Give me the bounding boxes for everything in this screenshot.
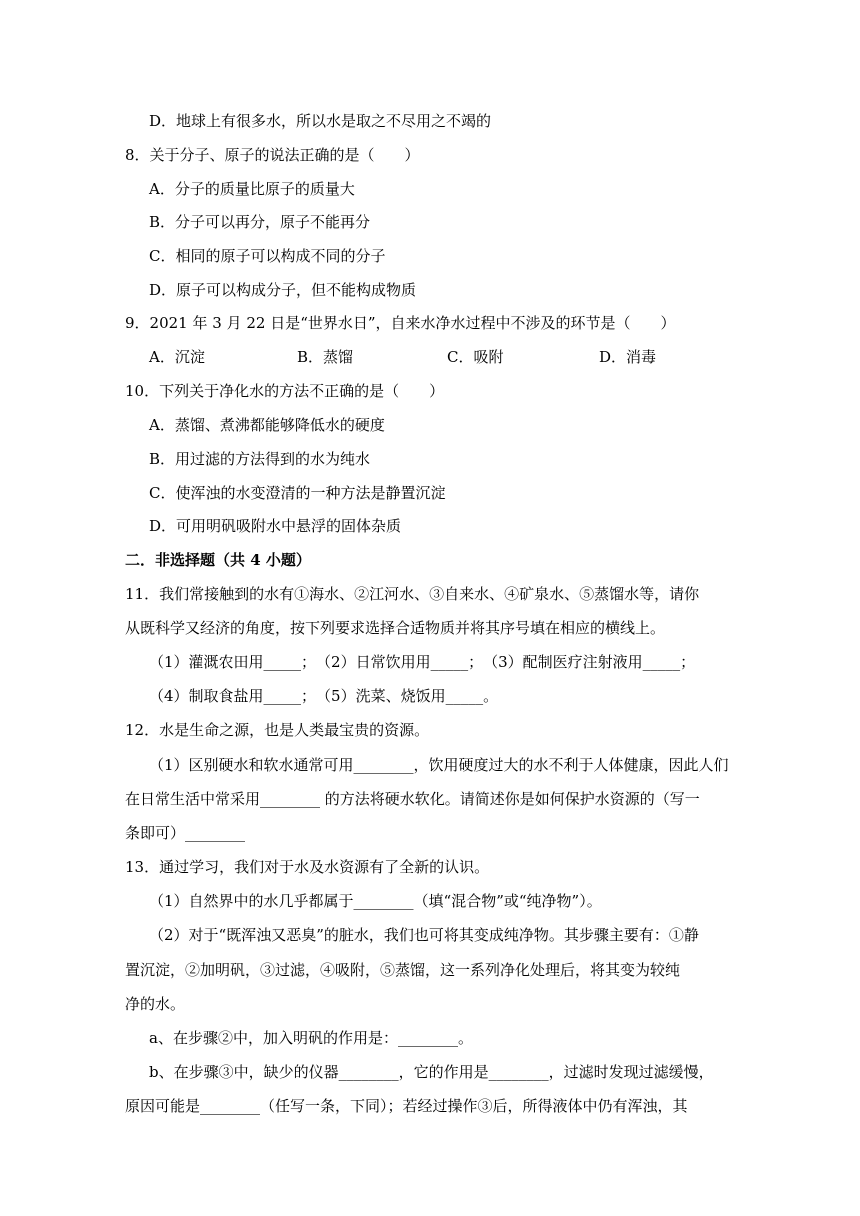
q8-option-b: B．分子可以再分，原子不能再分 (149, 213, 371, 231)
q7-option-d: D．地球上有很多水，所以水是取之不尽用之不竭的 (149, 112, 492, 130)
q10-option-d: D．可用明矾吸附水中悬浮的固体杂质 (149, 517, 402, 535)
q9-option-b: B．蒸馏 (297, 348, 354, 366)
q13-line-5: 净的水。 (125, 995, 186, 1013)
q9-option-a: A．沉淀 (149, 348, 205, 366)
q10-option-a: A．蒸馏、煮沸都能够降低水的硬度 (149, 416, 385, 434)
q11-line-4: （4）制取食盐用_____； （5）洗菜、烧饭用_____。 (149, 687, 499, 705)
q11-line-3: （1）灌溉农田用_____； （2）日常饮用用_____； （3）配制医疗注射液用_____； (149, 653, 696, 671)
q13-line-2: （1）自然界中的水几乎都属于________（填“混合物”或“纯净物”）。 (149, 892, 602, 910)
section-title: 二．非选择题（共 4 小题） (125, 551, 311, 569)
q10-option-c: C．使浑浊的水变澄清的一种方法是静置沉淀 (149, 484, 446, 502)
q13-line-3: （2）对于“既浑浊又恶臭”的脏水，我们也可将其变成纯净物。其步骤主要有：①静 (149, 926, 699, 944)
q12-line-2: （1）区别硬水和软水通常可用________，饮用硬度过大的水不利于人体健康，因此人们 (149, 756, 729, 774)
q12-line-1: 12．水是生命之源，也是人类最宝贵的资源。 (125, 721, 430, 739)
q8-option-a: A．分子的质量比原子的质量大 (149, 180, 355, 198)
q11-line-2: 从既科学又经济的角度，按下列要求选择合适物质并将其序号填在相应的横线上。 (125, 619, 666, 637)
q9-stem: 9．2021 年 3 月 22 日是“世界水日”，自来水净水过程中不涉及的环节是（ ） (125, 314, 676, 332)
q10-stem: 10．下列关于净化水的方法不正确的是（ ） (125, 382, 445, 400)
q10-option-b: B．用过滤的方法得到的水为纯水 (149, 450, 371, 468)
q12-line-4: 条即可）________ (125, 824, 246, 842)
q13-line-1: 13．通过学习，我们对于水及水资源有了全新的认识。 (125, 858, 490, 876)
q8-option-d: D．原子可以构成分子，但不能构成物质 (149, 281, 417, 299)
q12-line-3: 在日常生活中常采用________ 的方法将硬水软化。请简述你是如何保护水资源的（写一 (125, 790, 700, 808)
q8-stem: 8．关于分子、原子的说法正确的是（ ） (125, 146, 420, 164)
q9-option-d: D．消毒 (599, 348, 657, 366)
q13-line-4: 置沉淀，②加明矾，③过滤，④吸附，⑤蒸馏，这一系列净化处理后，将其变为较纯 (125, 961, 681, 979)
q9-option-c: C．吸附 (447, 348, 504, 366)
q11-line-1: 11．我们常接触到的水有①海水、②江河水、③自来水、④矿泉水、⑤蒸馏水等，请你 (125, 585, 700, 603)
q13-line-8: 原因可能是________（任写一条，下同）；若经过操作③后，所得液体中仍有浑浊，其 (125, 1097, 688, 1115)
q8-option-c: C．相同的原子可以构成不同的分子 (149, 247, 386, 265)
q13-line-7: b、在步骤③中，缺少的仪器________，它的作用是________，过滤时发现过滤缓慢， (149, 1063, 714, 1081)
q13-line-6: a、在步骤②中，加入明矾的作用是：________。 (149, 1029, 473, 1047)
q9-options-row (149, 347, 789, 367)
